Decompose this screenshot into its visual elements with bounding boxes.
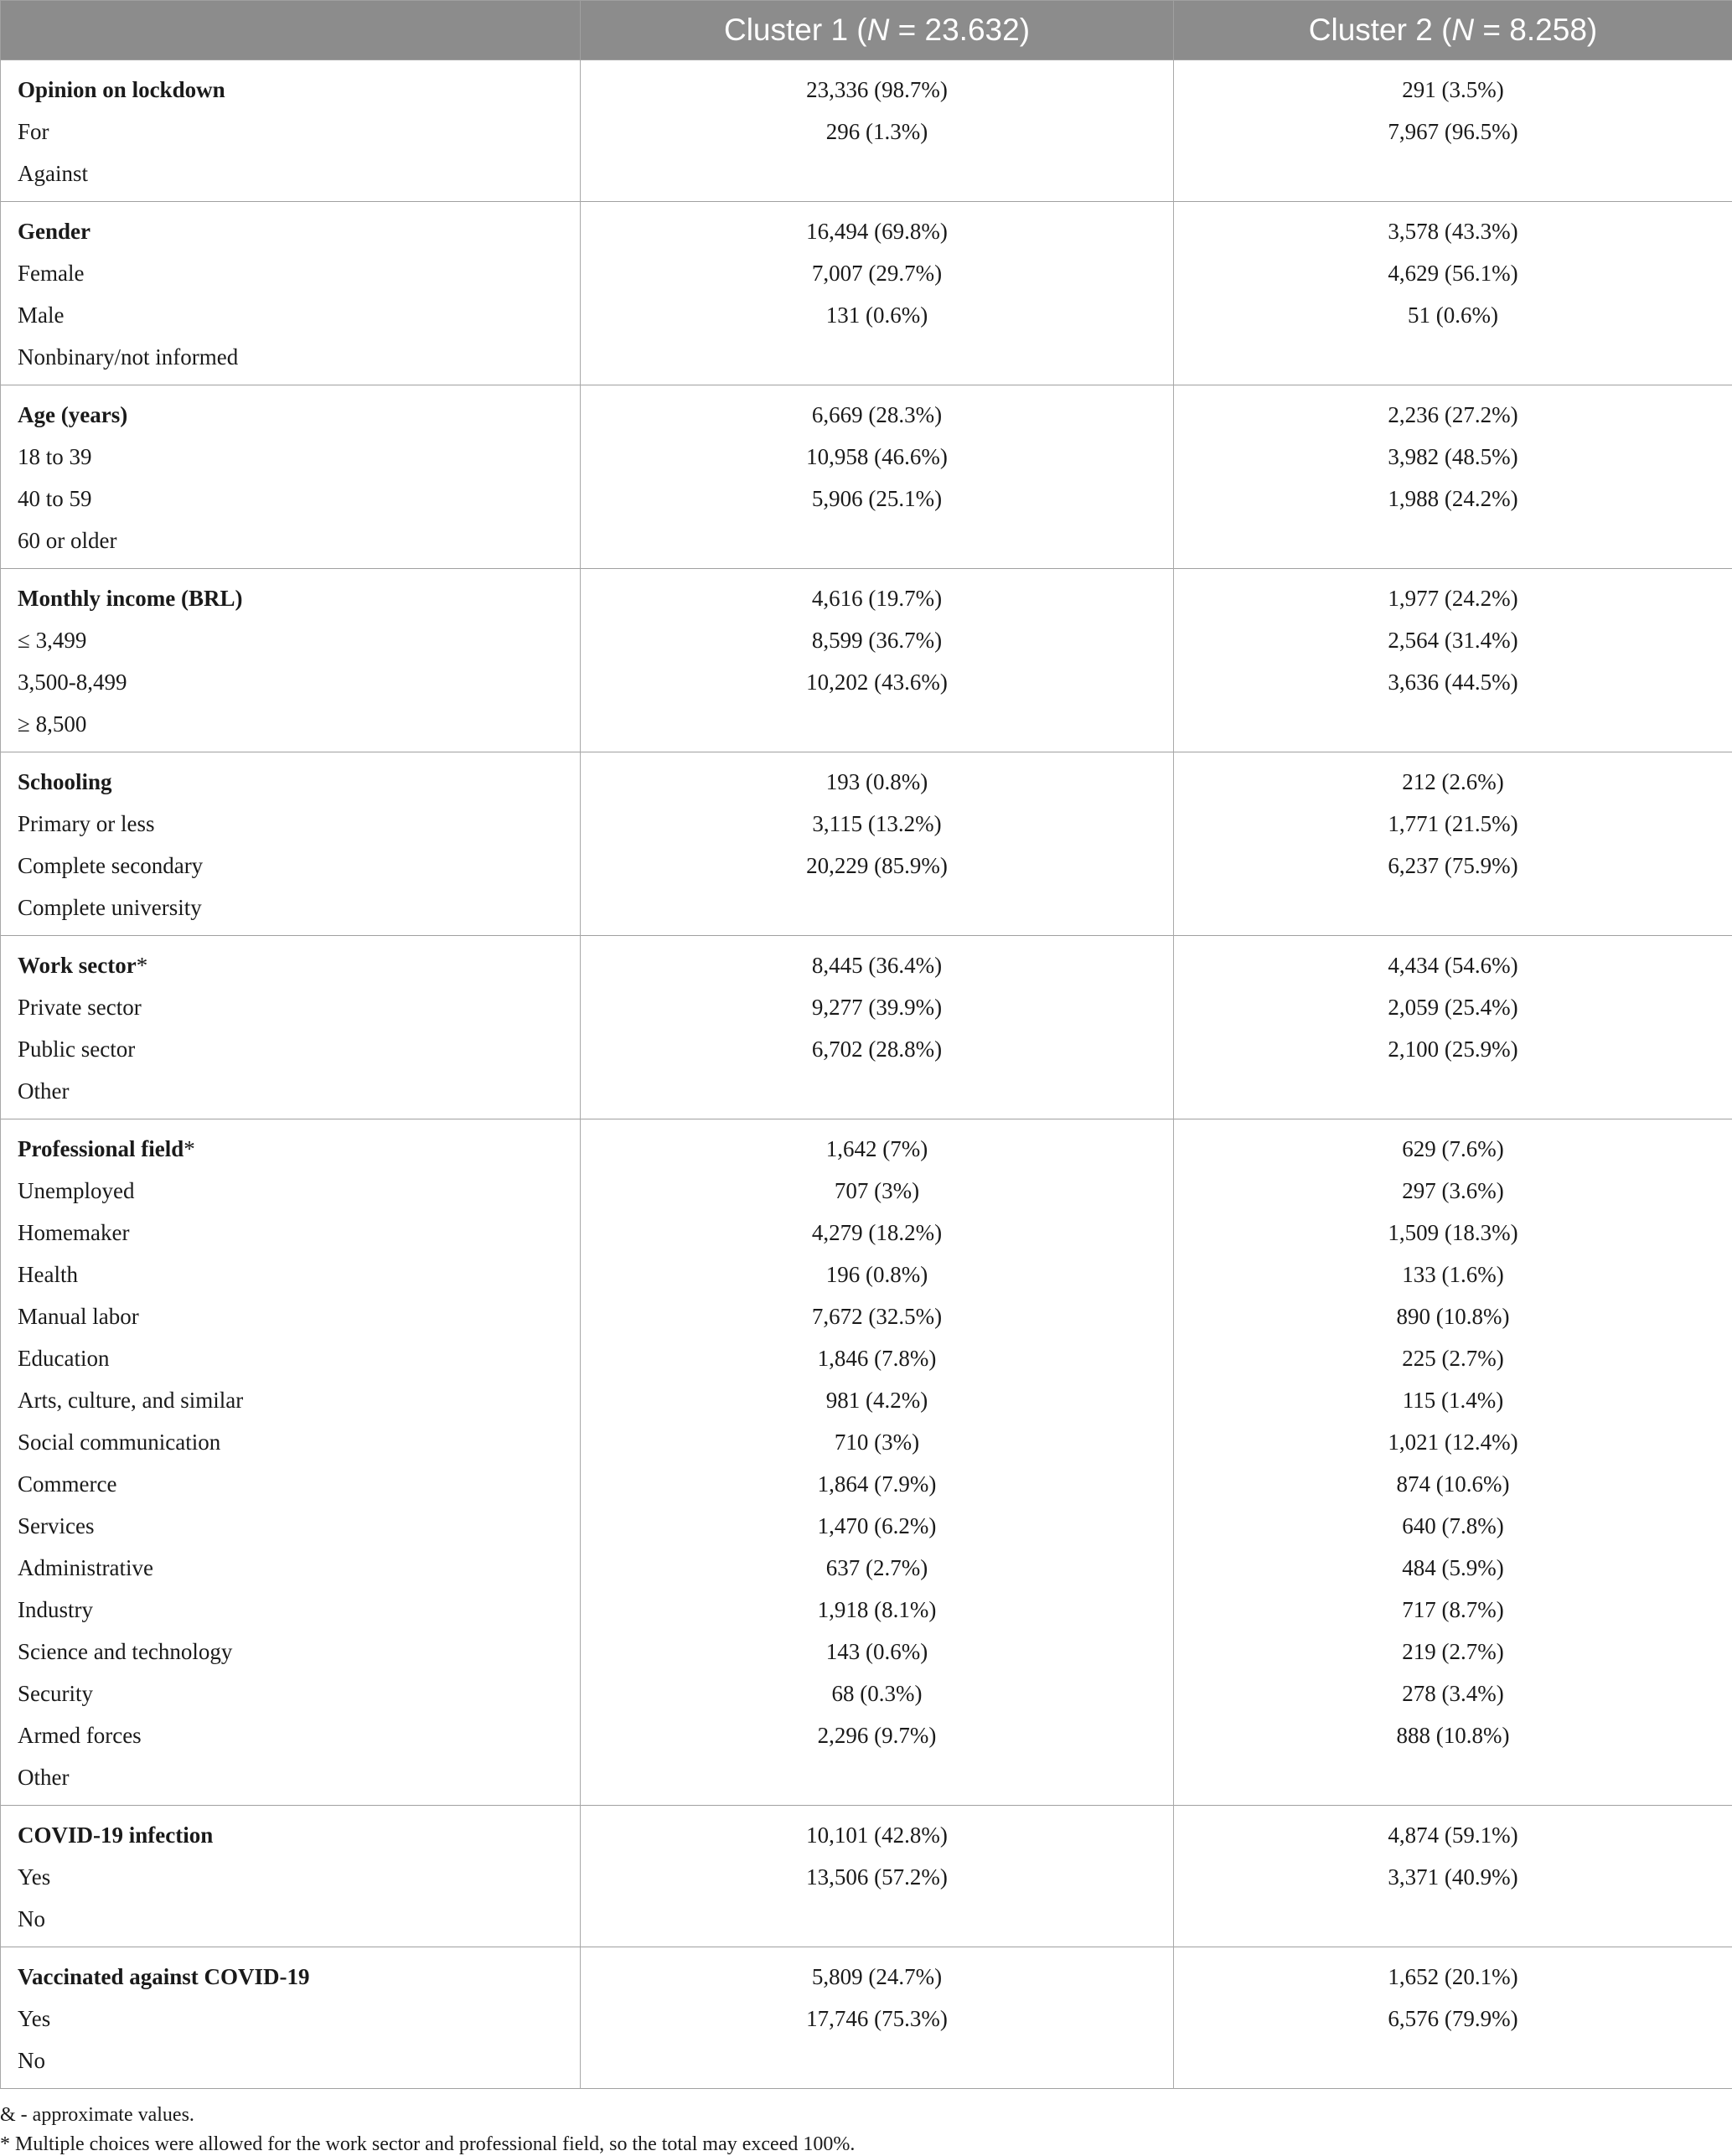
group-heading [1,577,580,619]
cluster-1-value: 9,277 (39.9%) [581,986,1173,1028]
category-label: Other [1,1756,580,1798]
cluster-2-value: 278 (3.4%) [1174,1673,1732,1714]
cluster-2-value: 1,977 (24.2%) [1174,577,1732,619]
cluster-1-cell [581,60,1174,202]
category-label: Yes [1,1856,580,1898]
category-label: ≤ 3,499 [1,619,580,661]
cluster-2-value: 1,771 (21.5%) [1174,803,1732,845]
cluster-1-value: 8,599 (36.7%) [581,619,1173,661]
header-cluster-1-suffix: = 23.632) [889,13,1030,47]
category-label: Complete secondary [1,845,580,887]
group-heading [1,1814,580,1856]
label-cell [1,936,581,1119]
cluster-2-value: 1,021 (12.4%) [1174,1421,1732,1463]
cluster-2-cell [1174,936,1732,1119]
table-group [1,1119,1732,1806]
cluster-1-value: 1,846 (7.8%) [581,1337,1173,1379]
group-title: Opinion on lockdown [18,77,225,102]
cluster-2-value: 225 (2.7%) [1174,1337,1732,1379]
cluster-1-cell [581,1119,1174,1806]
table-row [1,202,1732,385]
footnote-multiple-choice: * Multiple choices were allowed for the work sector and professional field, so the total may exceed 100%. [0,2133,855,2156]
cluster-2-value: 115 (1.4%) [1174,1379,1732,1421]
cluster-2-value: 4,874 (59.1%) [1174,1814,1732,1856]
cluster-2-value: 2,100 (25.9%) [1174,1028,1732,1070]
cluster-1-value: 7,672 (32.5%) [581,1295,1173,1337]
cluster-1-value: 707 (3%) [581,1170,1173,1212]
category-label: Manual labor [1,1295,580,1337]
category-label: 18 to 39 [1,436,580,478]
cluster-1-value: 5,809 (24.7%) [581,1956,1173,1998]
category-label: No [1,2040,580,2081]
header-cluster-2-prefix: Cluster 2 ( [1309,13,1452,47]
cluster-2-cell [1174,1947,1732,2089]
cluster-1-value: 68 (0.3%) [581,1673,1173,1714]
category-label: ≥ 8,500 [1,703,580,745]
category-label: 40 to 59 [1,478,580,520]
cluster-2-value: 484 (5.9%) [1174,1547,1732,1589]
group-title: Schooling [18,769,112,794]
table-group [1,202,1732,385]
group-heading [1,394,580,436]
cluster-2-value: 212 (2.6%) [1174,761,1732,803]
label-cell [1,1806,581,1947]
table-group [1,1806,1732,1947]
category-label: Primary or less [1,803,580,845]
group-title: COVID-19 infection [18,1823,213,1848]
label-cell [1,569,581,752]
category-label: Public sector [1,1028,580,1070]
cluster-2-value: 51 (0.6%) [1174,294,1732,336]
cluster-1-value: 710 (3%) [581,1421,1173,1463]
category-label: Arts, culture, and similar [1,1379,580,1421]
category-label: Male [1,294,580,336]
cluster-1-value: 1,470 (6.2%) [581,1505,1173,1547]
table-row [1,1806,1732,1947]
footnote-approximate: & - approximate values. [0,2104,194,2127]
group-heading [1,761,580,803]
cluster-1-value: 4,616 (19.7%) [581,577,1173,619]
cluster-2-value: 297 (3.6%) [1174,1170,1732,1212]
cluster-1-value: 143 (0.6%) [581,1631,1173,1673]
cluster-1-value: 1,918 (8.1%) [581,1589,1173,1631]
cluster-2-value: 7,967 (96.5%) [1174,111,1732,153]
category-label: For [1,111,580,153]
header-cluster-1 [581,1,1174,60]
cluster-1-value: 7,007 (29.7%) [581,252,1173,294]
table-row [1,936,1732,1119]
cluster-2-value: 291 (3.5%) [1174,69,1732,111]
cluster-1-cell [581,202,1174,385]
label-cell [1,60,581,202]
category-label: Armed forces [1,1714,580,1756]
category-label: 60 or older [1,520,580,561]
cluster-1-cell [581,936,1174,1119]
group-title: Work sector [18,953,137,978]
cluster-2-value: 2,564 (31.4%) [1174,619,1732,661]
table-group [1,385,1732,569]
category-label: 3,500-8,499 [1,661,580,703]
category-label: Complete university [1,887,580,928]
header-row [1,1,1732,60]
cluster-1-value: 193 (0.8%) [581,761,1173,803]
cluster-1-value: 17,746 (75.3%) [581,1998,1173,2040]
table-row [1,385,1732,569]
header-cluster-1-n: N [867,13,890,47]
category-label: Health [1,1254,580,1295]
label-cell [1,1119,581,1806]
category-label: Other [1,1070,580,1112]
cluster-2-cell [1174,385,1732,569]
cluster-1-value: 196 (0.8%) [581,1254,1173,1295]
category-label: Industry [1,1589,580,1631]
cluster-2-value: 2,059 (25.4%) [1174,986,1732,1028]
category-label: Education [1,1337,580,1379]
category-label: Commerce [1,1463,580,1505]
group-title: Gender [18,219,90,244]
cluster-1-value: 5,906 (25.1%) [581,478,1173,520]
cluster-1-value: 20,229 (85.9%) [581,845,1173,887]
cluster-2-value: 3,371 (40.9%) [1174,1856,1732,1898]
cluster-1-value: 2,296 (9.7%) [581,1714,1173,1756]
table-group [1,569,1732,752]
category-label: Administrative [1,1547,580,1589]
table-row [1,60,1732,202]
category-label: Security [1,1673,580,1714]
category-label: Against [1,153,580,194]
footnote-mark: * [184,1136,195,1161]
cluster-2-value: 3,982 (48.5%) [1174,436,1732,478]
cluster-2-value: 3,578 (43.3%) [1174,210,1732,252]
group-title: Monthly income (BRL) [18,586,242,611]
table-group [1,60,1732,202]
cluster-1-value: 1,642 (7%) [581,1128,1173,1170]
cluster-1-value: 13,506 (57.2%) [581,1856,1173,1898]
cluster-2-value: 629 (7.6%) [1174,1128,1732,1170]
cluster-2-value: 888 (10.8%) [1174,1714,1732,1756]
group-title: Vaccinated against COVID-19 [18,1964,310,1989]
category-label: No [1,1898,580,1940]
cluster-1-value: 4,279 (18.2%) [581,1212,1173,1254]
header-cluster-2 [1174,1,1732,60]
cluster-1-cell [581,1947,1174,2089]
header-cluster-2-suffix: = 8.258) [1474,13,1597,47]
cluster-2-value: 890 (10.8%) [1174,1295,1732,1337]
cluster-2-cell [1174,752,1732,936]
table-group [1,1947,1732,2089]
cluster-1-value: 296 (1.3%) [581,111,1173,153]
table-row [1,752,1732,936]
cluster-1-value: 10,958 (46.6%) [581,436,1173,478]
label-cell [1,385,581,569]
cluster-1-value: 1,864 (7.9%) [581,1463,1173,1505]
cluster-2-value: 6,576 (79.9%) [1174,1998,1732,2040]
group-heading [1,1128,580,1170]
cluster-2-cell [1174,1119,1732,1806]
cluster-1-value: 10,101 (42.8%) [581,1814,1173,1856]
header-cluster-2-n: N [1451,13,1474,47]
cluster-2-value: 4,434 (54.6%) [1174,944,1732,986]
cluster-2-value: 1,509 (18.3%) [1174,1212,1732,1254]
label-cell [1,752,581,936]
cluster-2-value: 874 (10.6%) [1174,1463,1732,1505]
cluster-1-value: 6,702 (28.8%) [581,1028,1173,1070]
cluster-1-cell [581,569,1174,752]
cluster-2-cell [1174,569,1732,752]
cluster-1-value: 23,336 (98.7%) [581,69,1173,111]
cluster-2-cell [1174,202,1732,385]
group-heading [1,69,580,111]
cluster-2-cell [1174,60,1732,202]
group-title: Age (years) [18,402,127,427]
header-cluster-1-prefix: Cluster 1 ( [724,13,867,47]
group-heading [1,944,580,986]
cluster-2-value: 4,629 (56.1%) [1174,252,1732,294]
cluster-1-value: 10,202 (43.6%) [581,661,1173,703]
category-label: Private sector [1,986,580,1028]
table-group [1,752,1732,936]
footnote-mark: * [137,953,148,978]
table-row [1,1119,1732,1806]
cluster-1-value: 981 (4.2%) [581,1379,1173,1421]
cluster-1-cell [581,1806,1174,1947]
cluster-2-value: 1,988 (24.2%) [1174,478,1732,520]
cluster-1-value: 16,494 (69.8%) [581,210,1173,252]
category-label: Services [1,1505,580,1547]
cluster-2-value: 640 (7.8%) [1174,1505,1732,1547]
cluster-1-value: 6,669 (28.3%) [581,394,1173,436]
table-group [1,936,1732,1119]
cluster-1-value: 8,445 (36.4%) [581,944,1173,986]
category-label: Unemployed [1,1170,580,1212]
cluster-1-value: 131 (0.6%) [581,294,1173,336]
category-label: Social communication [1,1421,580,1463]
cluster-1-cell [581,752,1174,936]
category-label: Homemaker [1,1212,580,1254]
cluster-1-cell [581,385,1174,569]
group-title: Professional field [18,1136,184,1161]
cluster-2-value: 2,236 (27.2%) [1174,394,1732,436]
group-heading [1,1956,580,1998]
category-label: Nonbinary/not informed [1,336,580,378]
cluster-1-value: 637 (2.7%) [581,1547,1173,1589]
cluster-2-value: 133 (1.6%) [1174,1254,1732,1295]
category-label: Yes [1,1998,580,2040]
label-cell [1,202,581,385]
table-row [1,1947,1732,2089]
category-label: Science and technology [1,1631,580,1673]
cluster-2-value: 3,636 (44.5%) [1174,661,1732,703]
cluster-2-value: 219 (2.7%) [1174,1631,1732,1673]
category-label: Female [1,252,580,294]
cluster-2-cell [1174,1806,1732,1947]
cluster-1-value: 3,115 (13.2%) [581,803,1173,845]
cluster-2-value: 717 (8.7%) [1174,1589,1732,1631]
label-cell [1,1947,581,2089]
cluster-2-value: 6,237 (75.9%) [1174,845,1732,887]
cluster-2-value: 1,652 (20.1%) [1174,1956,1732,1998]
header-blank-cell [1,1,581,60]
group-heading [1,210,580,252]
table-row [1,569,1732,752]
